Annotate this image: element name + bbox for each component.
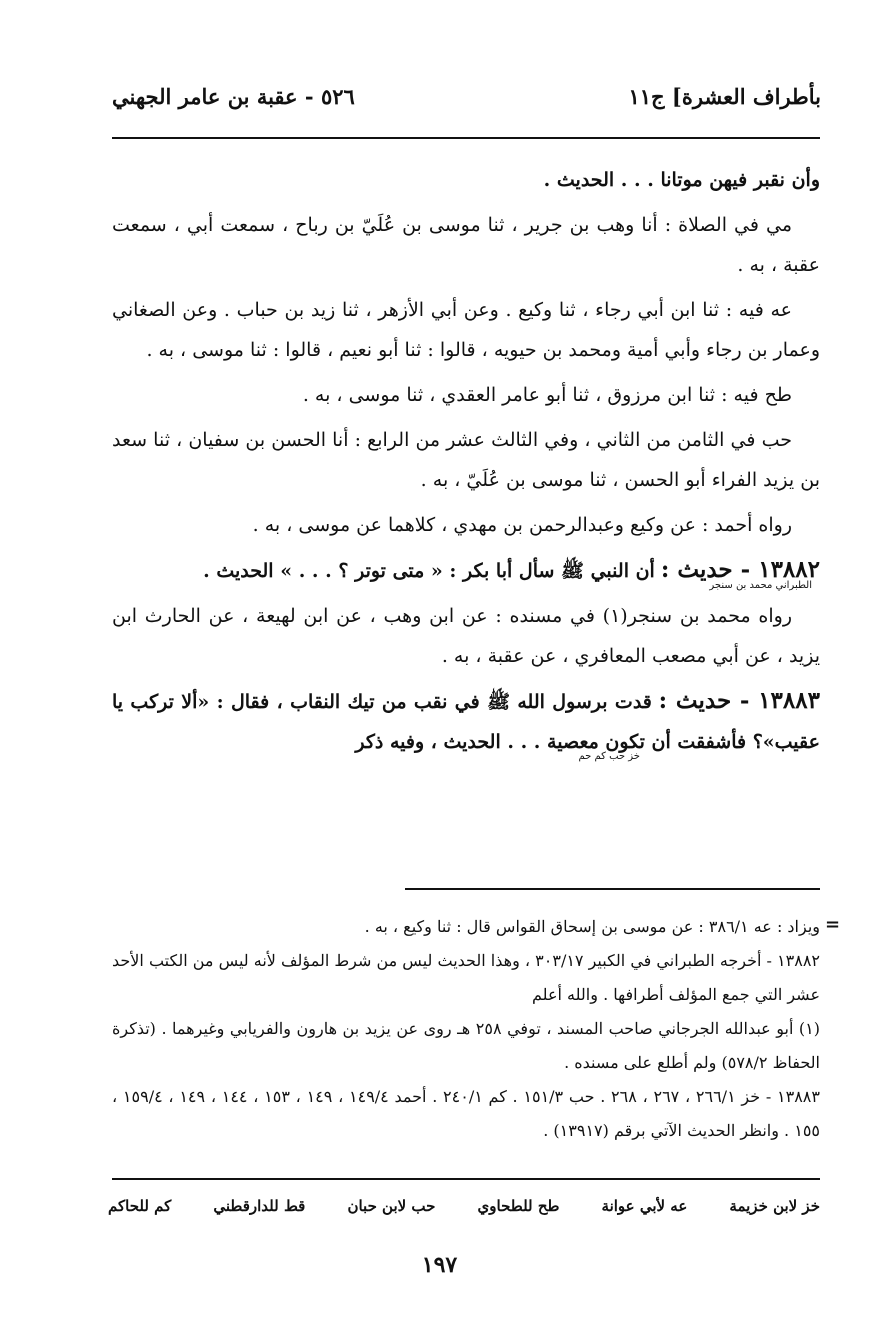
- abbrev-item: قط للدارقطني: [213, 1197, 306, 1215]
- footnote-3: (١) أبو عبدالله الجرجاني صاحب المسند ، توفي ٢٥٨ هـ روى عن يزيد بن هارون والفريابي وغيرهما . (تذكرة الحفاظ ٥٧٨/٢) ولم أطلع على مسنده .: [112, 1019, 821, 1072]
- abbrev-item: عه لأبي عوانة: [601, 1197, 688, 1215]
- abbrev-item: كم للحاكم: [108, 1197, 172, 1215]
- footnote-1: ويزاد : عه ٣٨٦/١ : عن موسى بن إسحاق القواس قال : ثنا وكيع ، به .: [364, 917, 820, 936]
- paragraph-1: وأن نقبر فيهن موتانا . . . الحديث .: [543, 169, 820, 191]
- source-note-13882: الطبراني محمد بن سنجر: [709, 580, 812, 591]
- hadith-number-13882: ١٣٨٨٢ - حديث :: [660, 556, 820, 583]
- hadith-text-13882: أن النبي ﷺ سأل أبا بكر : « متى توتر ؟ . . . » الحديث .: [203, 560, 655, 582]
- running-header-chapter: ٥٢٦ - عقبة بن عامر الجهني: [112, 84, 355, 109]
- footnote-rule: [405, 888, 820, 890]
- footnote-4: ١٣٨٨٣ - خز ٢٦٦/١ ، ٢٦٧ ، ٢٦٨ . حب ١٥١/٣ . كم ٢٤٠/١ . أحمد ١٤٩/٤ ، ١٤٩ ، ١٥٣ ، ١٤٤ ، ١٤٩ ، ١٥٩/٤ ، ١٥٥ . وانظر الحديث الآتي برقم (١٣٩١٧) .: [112, 1087, 820, 1140]
- paragraph-7: رواه محمد بن سنجر(١) في مسنده : عن ابن وهب ، عن ابن لهيعة ، عن الحارث ابن يزيد ، عن أبي مصعب المعافري ، عن عقبة ، به .: [112, 605, 820, 667]
- main-text: [112, 160, 820, 767]
- paragraph-6: رواه أحمد : عن وكيع وعبدالرحمن بن مهدي ، كلاهما عن موسى ، به .: [252, 514, 792, 536]
- paragraph-3: عه فيه : ثنا ابن أبي رجاء ، ثنا وكيع . وعن أبي الأزهر ، ثنا زيد بن حباب . وعن الصغاني وعمار بن رجاء وأبي أمية ومحمد بن حيويه ، قالوا : ثنا أبو نعيم ، قالوا : ثنا موسى ، به .: [112, 299, 820, 361]
- continuation-mark: =: [825, 914, 841, 935]
- hadith-heading-13883: [112, 681, 820, 762]
- hadith-number-13883: ١٣٨٨٣ - حديث :: [658, 687, 820, 714]
- footnotes: [112, 910, 820, 1148]
- header-rule: [112, 137, 820, 139]
- paragraph-5: حب في الثامن من الثاني ، وفي الثالث عشر من الرابع : أنا الحسن بن سفيان ، ثنا سعد بن يزيد الفراء أبو الحسن ، ثنا موسى بن عُلَيّ ، به .: [112, 429, 820, 491]
- abbrev-item: خز لابن خزيمة: [729, 1197, 820, 1215]
- running-header-book-title: بأطراف العشرة] ج١١: [628, 84, 821, 109]
- source-note-13883: خز حب كم حم: [578, 751, 640, 762]
- paragraph-4: طح فيه : ثنا ابن مرزوق ، ثنا أبو عامر العقدي ، ثنا موسى ، به .: [302, 384, 792, 406]
- abbrev-item: طح للطحاوي: [477, 1197, 560, 1215]
- hadith-heading-13882: [112, 550, 820, 591]
- abbreviation-rule: [112, 1178, 820, 1180]
- footnote-2: ١٣٨٨٢ - أخرجه الطبراني في الكبير ٣٠٣/١٧ ، وهذا الحديث ليس من شرط المؤلف لأنه ليس من الكتب الأحد عشر التي جمع المؤلف أطرافها . والله أعلم: [112, 951, 821, 1004]
- page-number: ١٩٧: [421, 1252, 458, 1278]
- abbreviation-key: [108, 1197, 820, 1215]
- hadith-text-13883: قدت برسول الله ﷺ في نقب من تيك النقاب ، فقال : «ألا تركب يا عقيب»؟ فأشفقت أن تكون معصية . . . الحديث ، وفيه ذكر: [112, 691, 820, 753]
- paragraph-2: مي في الصلاة : أنا وهب بن جرير ، ثنا موسى بن عُلَيّ بن رباح ، سمعت أبي ، سمعت عقبة ، به .: [112, 214, 820, 276]
- abbrev-item: حب لابن حبان: [347, 1197, 436, 1215]
